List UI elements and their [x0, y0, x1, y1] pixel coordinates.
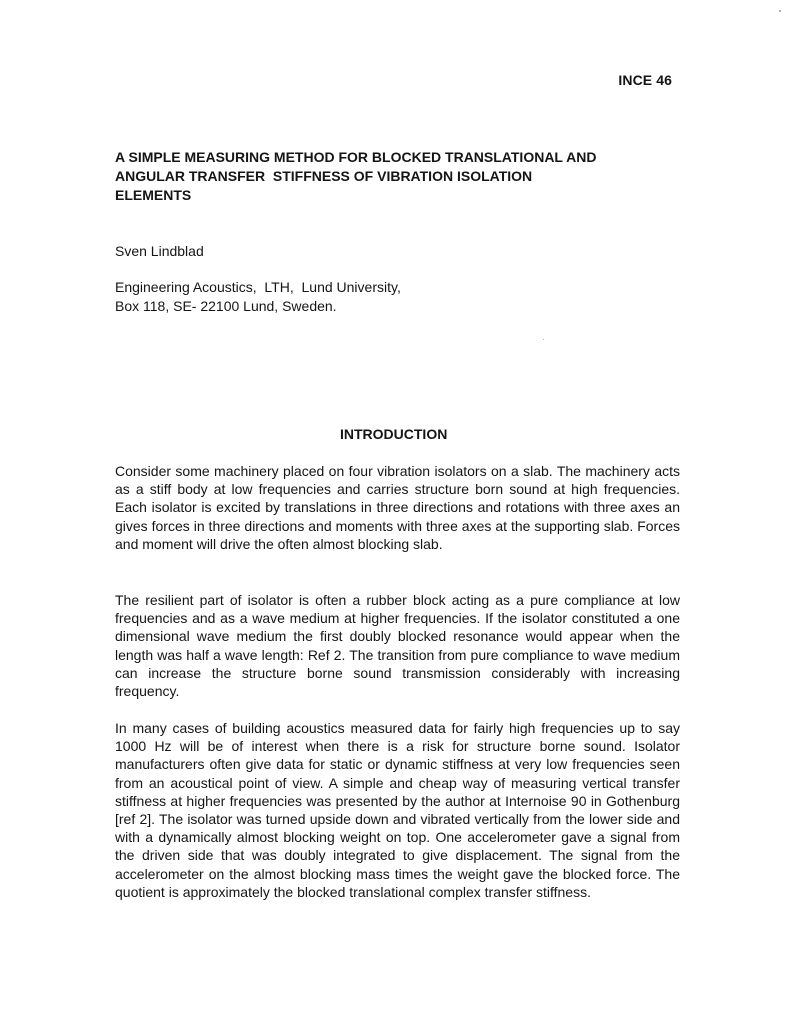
author-affiliation: [115, 278, 401, 315]
author-name: Sven Lindblad: [115, 243, 204, 259]
paragraph-3: In many cases of building acoustics measured data for fairly high frequencies up to say 1000 Hz will be of interest when there is a risk for structure borne sound. Isolator manufacturers often give data for static or dynamic stiffness at very low frequencies seen from an acoustical point of view. A simple and cheap way of measuring vertical transfer stiffness at higher frequencies was presented by the author at Internoise 90 in Gothenburg [ref 2]. The isolator was turned upside down and vibrated vertically from the lower side and with a dynamically almost blocking weight on top. One accelerometer gave a signal from the driven side that was doubly integrated to give displacement. The signal from the accelerometer on the almost blocking mass times the weight gave the blocked force. The quotient is approximately the blocked translational complex transfer stiffness.: [115, 720, 680, 900]
conference-id: INCE 46: [618, 72, 672, 88]
section-heading: INTRODUCTION: [340, 426, 448, 442]
scan-speck: [779, 10, 781, 12]
title-line-3: ELEMENTS: [115, 187, 192, 203]
paragraph-1: Consider some machinery placed on four vibration isolators on a slab. The machinery acts as a stiff body at low frequencies and carries structure born sound at high frequencies. Each isolator is excited by translations in three directions and rotations with three axes an gives forces in three directions and moments with three axes at the supporting slab. Forces and moment will drive the often almost blocking slab.: [115, 463, 680, 552]
paragraph-2: The resilient part of isolator is often a rubber block acting as a pure compliance at low frequencies and as a wave medium at higher frequencies. If the isolator constituted a one dimensional wave medium the first doubly blocked resonance would appear when the length was half a wave length: Ref 2. The transition from pure compliance to wave medium can increase the structure borne sound transmission considerably with increasing frequency.: [115, 592, 680, 700]
affiliation-line-1: Engineering Acoustics, LTH, Lund University,: [115, 279, 401, 295]
title-line-1: A SIMPLE MEASURING METHOD FOR BLOCKED TRANSLATIONAL AND: [115, 149, 597, 165]
scan-speck: [543, 339, 544, 340]
title-line-2: ANGULAR TRANSFER STIFFNESS OF VIBRATION ISOLATION: [115, 168, 533, 184]
affiliation-line-2: Box 118, SE- 22100 Lund, Sweden.: [115, 297, 337, 314]
paper-title: [115, 148, 695, 205]
